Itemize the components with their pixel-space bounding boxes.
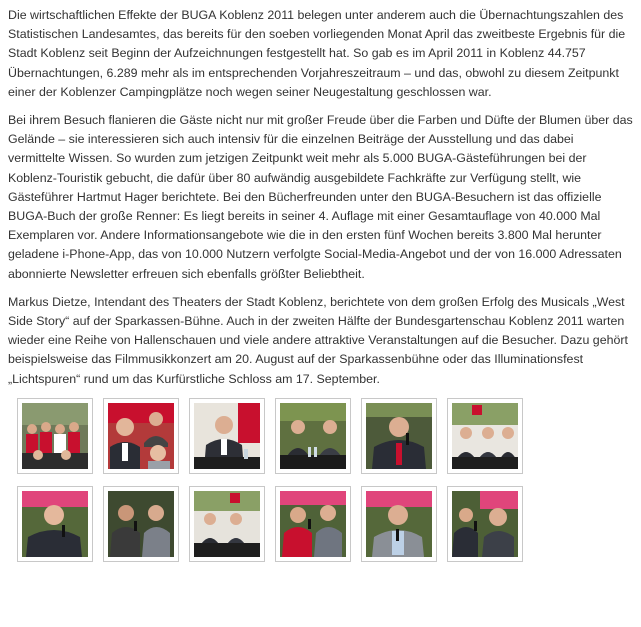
gallery-thumbnail[interactable] — [361, 486, 437, 562]
gallery-thumbnail[interactable] — [275, 486, 351, 562]
photo-panel-red — [452, 403, 518, 469]
photo-gallery — [8, 398, 633, 562]
gallery-thumbnail[interactable] — [189, 398, 265, 474]
photo-man-bald-microphone — [22, 491, 88, 557]
gallery-thumbnail[interactable] — [275, 398, 351, 474]
gallery-row — [8, 486, 633, 562]
gallery-thumbnail[interactable] — [189, 486, 265, 562]
gallery-thumbnail[interactable] — [447, 398, 523, 474]
gallery-thumbnail[interactable] — [361, 398, 437, 474]
gallery-thumbnail[interactable] — [103, 398, 179, 474]
gallery-thumbnail[interactable] — [103, 486, 179, 562]
photo-speaker-pink — [452, 491, 518, 557]
article-paragraph: Markus Dietze, Intendant des Theaters der Stadt Koblenz, berichtete von dem großen Erfolg des Musicals „West Side Story“ auf der Sparkassen-Bühne. Auch in der zweiten Hälfte der Bundesgartenschau Koblenz 2011 warten wieder eine Reihe von Hallenschauen und viele andere attraktive Veranstaltungen auf die Besucher. Dazu gehört beispielsweise das Filmmusikkonzert am 20. August auf der Sparkassenbühne oder das Illuminationsfest „Lichtspuren“ rund um das Kurfürstliche Schloss am 17. September. — [8, 294, 628, 386]
photo-speaker-dark — [108, 491, 174, 557]
gallery-thumbnail[interactable] — [17, 398, 93, 474]
photo-man-at-table — [194, 403, 260, 469]
photo-man-red-shirt-mic — [280, 491, 346, 557]
gallery-thumbnail[interactable] — [447, 486, 523, 562]
photo-table-people — [194, 491, 260, 557]
gallery-thumbnail[interactable] — [17, 486, 93, 562]
photo-man-blue-shirt — [366, 491, 432, 557]
photo-two-men-portrait — [108, 403, 174, 469]
article-paragraph: Die wirtschaftlichen Effekte der BUGA Koblenz 2011 belegen unter anderem auch die Übernachtungszahlen des Statistischen Landesamtes, das bereits für den soeben vorliegenden Monat April das zweitbeste Ergebnis für die Stadt Koblenz seit Beginn der Aufzeichnungen festgestellt hat. So gab es im April 2011 in Koblenz 44.757 Übernachtungen, 6.289 mehr als im entsprechenden Vorjahreszeitraum – und das, obwohl zu diesem Zeitpunkt einer der Koblenzer Campingplätze noch wegen seiner Neugestaltung geschlossen war. — [8, 8, 626, 99]
photo-panel-table — [280, 403, 346, 469]
gallery-row — [8, 398, 633, 474]
photo-man-microphone — [366, 403, 432, 469]
photo-crowd-red — [22, 403, 88, 469]
article-paragraph: Bei ihrem Besuch flanieren die Gäste nicht nur mit großer Freude über die Farben und Düfte der Blumen über das Gelände – sie interessieren sich auch intensiv für die einzelnen Beiträge der Ausstellung und das dabei vermittelte Wissen. So wurden zum jetzigen Zeitpunkt weit mehr als 5.000 BUGA-Gästeführungen bei der Koblenz-Touristik gebucht, die dafür über 80 aufwändig ausgebildete Fachkräfte zur Verfügung stellt, wie Gästeführer Hartmut Hager berichtete. Bei den Bücherfreunden unter den BUGA-Besuchern ist das offizielle BUGA-Buch der große Renner: Es liegt bereits in seiner 4. Auflage mit einer Gesamtauflage von 40.000 Mal Exemplaren vor. Andere Informationsangebote wie die in den ersten fünf Wochen bereits 3.800 Mal herunter geladene i-Phone-App, das von 10.000 Nutzern verfolgte Social-Media-Angebot und der von 16.000 Adressaten abonnierte Newsletter erfreuen sich ebenfalls größter Beliebtheit. — [8, 113, 633, 281]
